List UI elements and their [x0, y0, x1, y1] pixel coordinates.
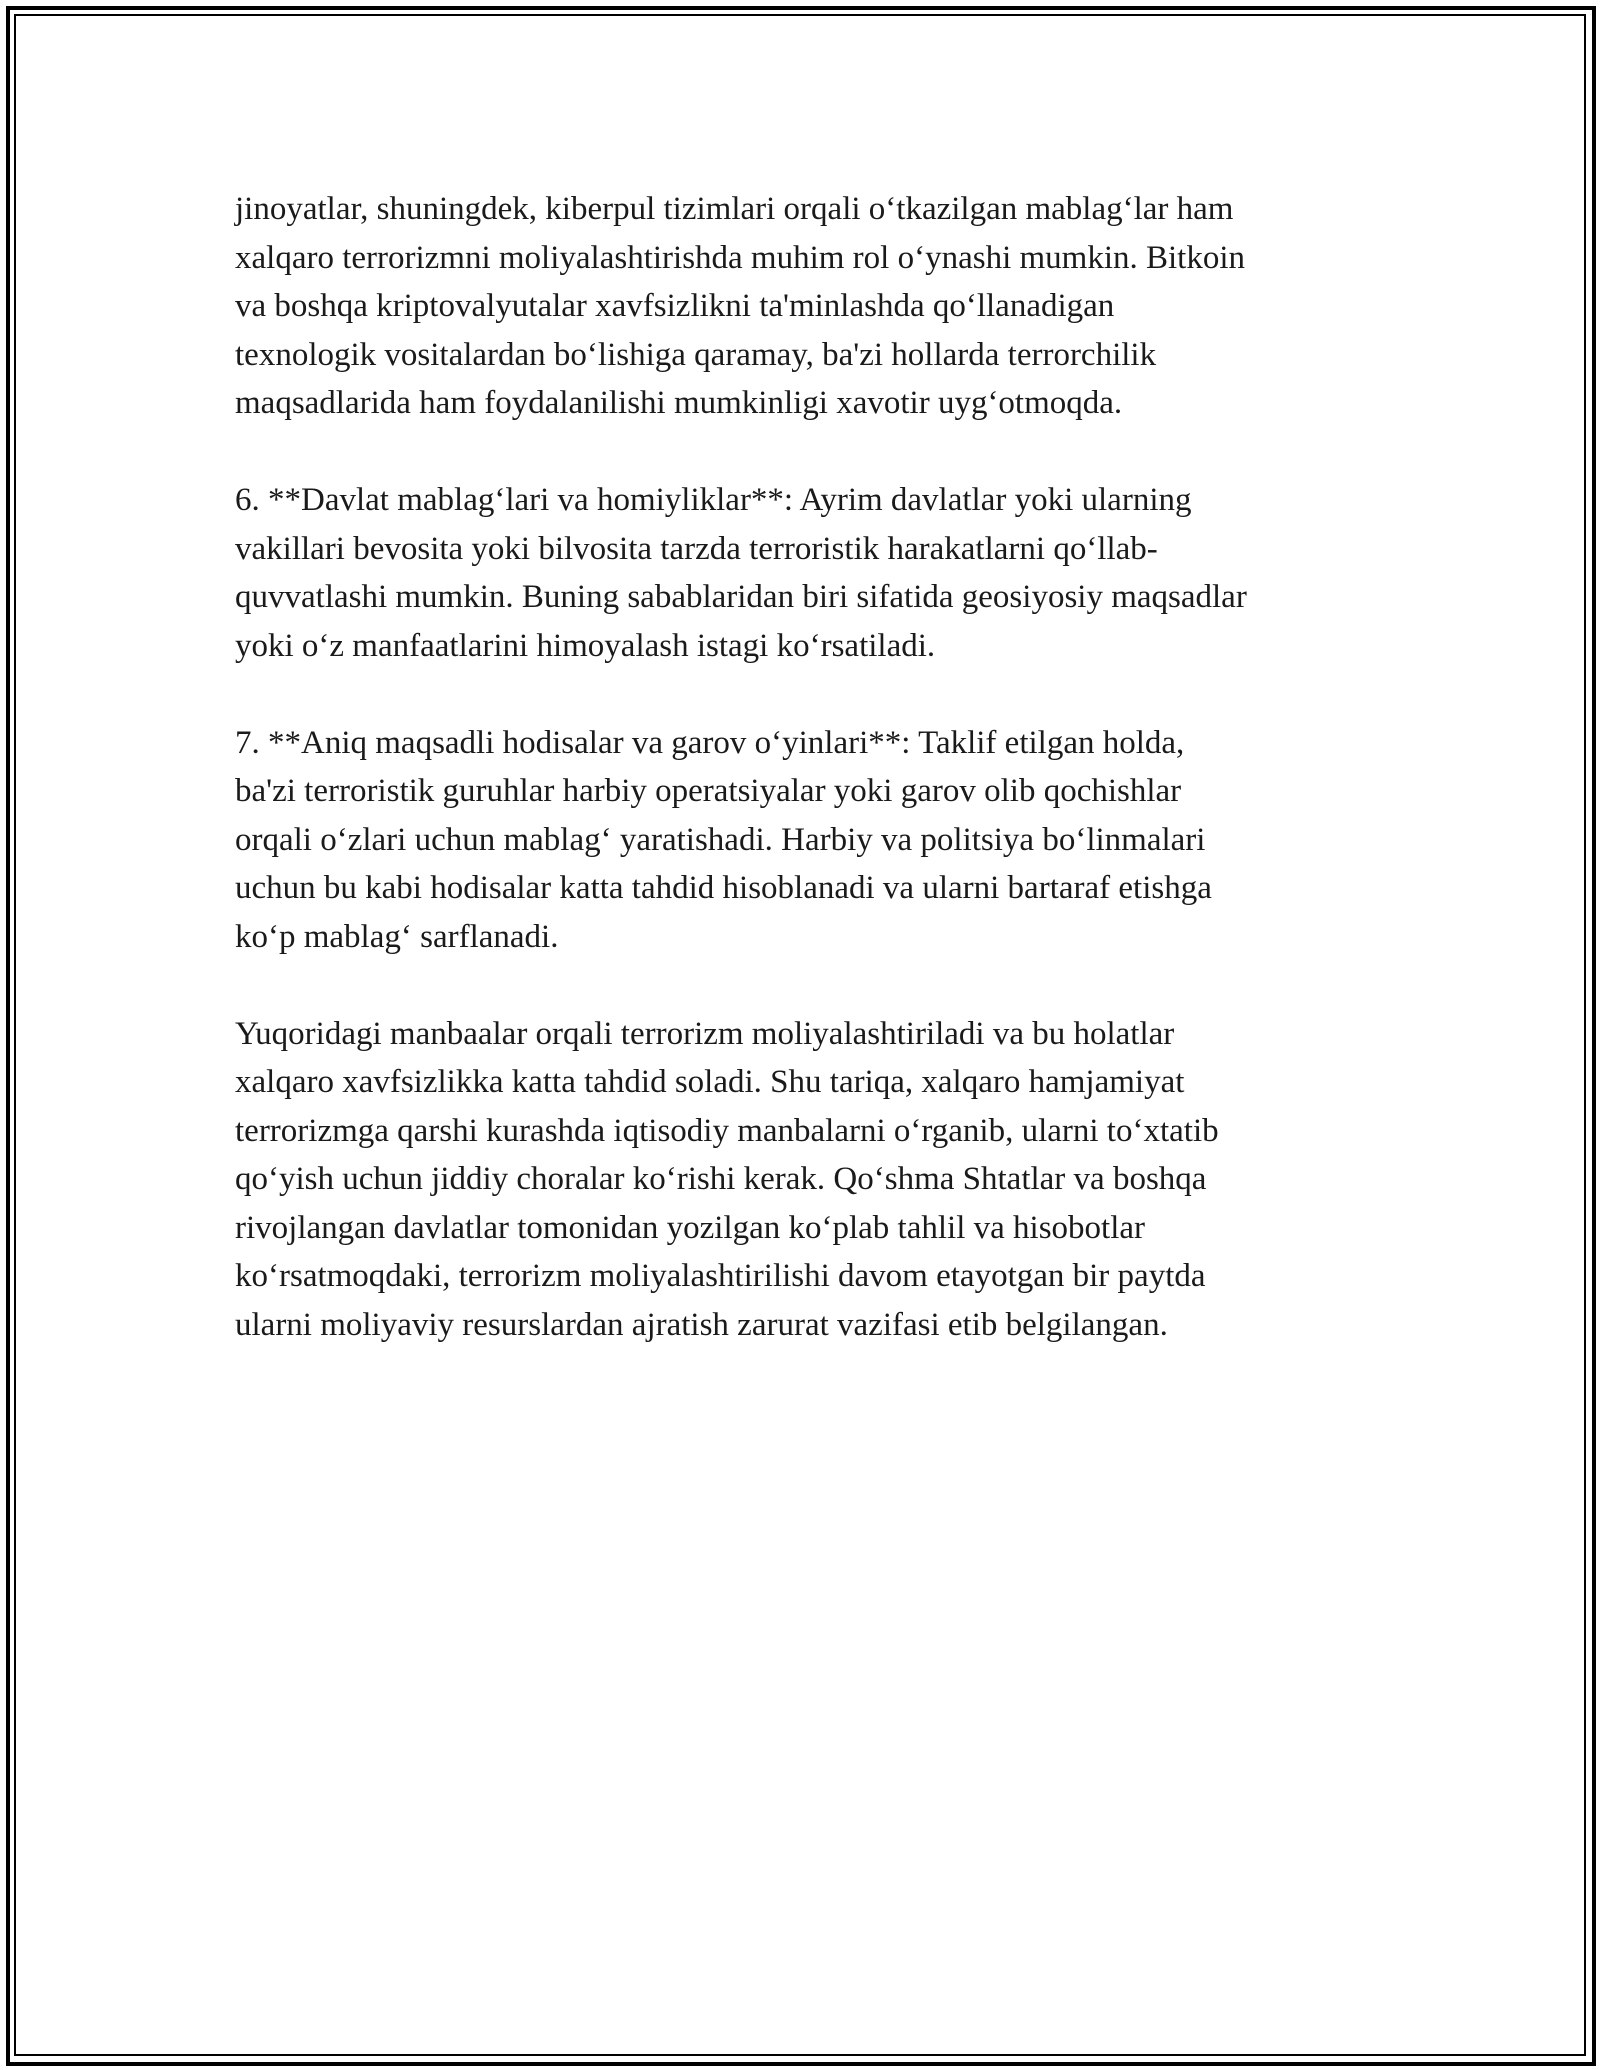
- text-line: ko‘rsatmoqdaki, terrorizm moliyalashtirilishi davom etayotgan bir paytda: [235, 1258, 1206, 1294]
- text-line: ko‘p mablag‘ sarflanadi.: [235, 918, 559, 955]
- text-line: texnologik vositalardan bo‘lishiga qaramay, ba'zi hollarda terrorchilik: [235, 336, 1157, 373]
- text-line: terrorizmga qarshi kurashda iqtisodiy manbalarni o‘rganib, ularni to‘xtatib: [235, 1112, 1219, 1149]
- text-line: jinoyatlar, shuningdek, kiberpul tizimlari orqali o‘tkazilgan mablag‘lar ham: [235, 191, 1234, 227]
- paragraph-1: [235, 185, 1395, 428]
- paragraph-3: [235, 719, 1395, 962]
- paragraph-4: [235, 1010, 1395, 1350]
- text-line: xalqaro terrorizmni moliyalashtirishda muhim rol o‘ynashi mumkin. Bitkoin: [235, 239, 1246, 276]
- text-line: qo‘yish uchun jiddiy choralar ko‘rishi kerak. Qo‘shma Shtatlar va boshqa: [235, 1161, 1207, 1197]
- text-line: Yuqoridagi manbaalar orqali terrorizm moliyalashtiriladi va bu holatlar: [235, 1015, 1175, 1052]
- text-line: rivojlangan davlatlar tomonidan yozilgan ko‘plab tahlil va hisobotlar: [235, 1209, 1146, 1246]
- text-line: xalqaro xavfsizlikka katta tahdid soladi. Shu tariqa, xalqaro hamjamiyat: [235, 1064, 1185, 1100]
- paragraph-2: [235, 476, 1395, 670]
- text-line: vakillari bevosita yoki bilvosita tarzda terroristik harakatlarni qo‘llab-: [235, 530, 1158, 567]
- text-line: 6. **Davlat mablag‘lari va homiyliklar**: Ayrim davlatlar yoki ularning: [235, 482, 1192, 518]
- text-line: ularni moliyaviy resurslardan ajratish zarurat vazifasi etib belgilangan.: [235, 1306, 1168, 1343]
- text-line: maqsadlarida ham foydalanilishi mumkinligi xavotir uyg‘otmoqda.: [235, 385, 1123, 421]
- document-body: [235, 185, 1395, 1398]
- text-line: uchun bu kabi hodisalar katta tahdid hisoblanadi va ularni bartaraf etishga: [235, 870, 1212, 906]
- text-line: ba'zi terroristik guruhlar harbiy operatsiyalar yoki garov olib qochishlar: [235, 773, 1182, 809]
- text-line: orqali o‘zlari uchun mablag‘ yaratishadi. Harbiy va politsiya bo‘linmalari: [235, 821, 1206, 858]
- text-line: yoki o‘z manfaatlarini himoyalash istagi ko‘rsatiladi.: [235, 627, 936, 664]
- text-line: quvvatlashi mumkin. Buning sabablaridan biri sifatida geosiyosiy maqsadlar: [235, 579, 1247, 615]
- text-line: 7. **Aniq maqsadli hodisalar va garov o‘yinlari**: Taklif etilgan holda,: [235, 724, 1185, 761]
- text-line: va boshqa kriptovalyutalar xavfsizlikni ta'minlashda qo‘llanadigan: [235, 288, 1115, 324]
